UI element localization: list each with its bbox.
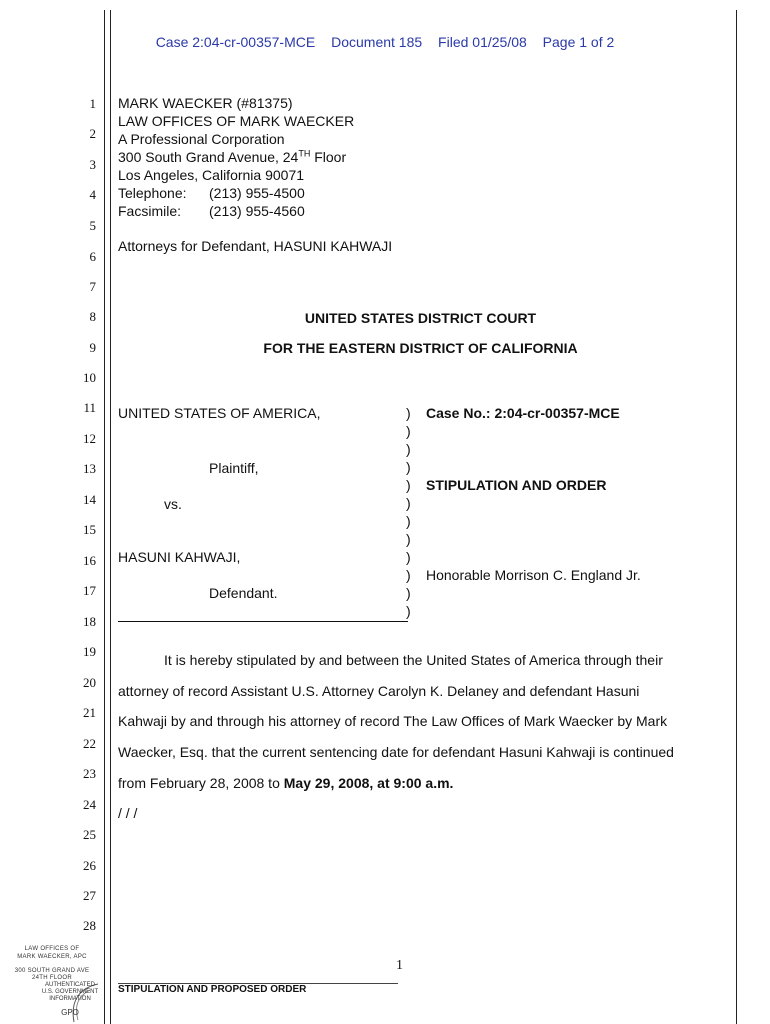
header-document: Document 185 — [331, 34, 423, 50]
firm-label-4: 24TH FLOOR — [31, 975, 72, 981]
line-number: 24 — [83, 797, 96, 812]
line-number: 27 — [83, 888, 96, 903]
line-number: 16 — [83, 553, 96, 568]
paren: ) — [406, 423, 411, 439]
body-line: Kahwaji by and through his attorney of record The Law Offices of Mark Waecker by Mark — [118, 713, 668, 729]
margin-rule-outer — [104, 10, 105, 1024]
firm-label-1: LAW OFFICES OF — [24, 946, 80, 952]
document-title: STIPULATION AND ORDER — [426, 477, 607, 493]
paren: ) — [406, 567, 411, 583]
header-page: Page 1 of 2 — [542, 34, 615, 50]
paren: ) — [406, 585, 411, 601]
attorney-corp: A Professional Corporation — [118, 131, 285, 147]
line-number: 5 — [89, 218, 96, 233]
address-superscript: TH — [298, 148, 311, 159]
footer-title: STIPULATION AND PROPOSED ORDER — [118, 984, 307, 995]
line-number: 7 — [89, 279, 96, 294]
attorney-city: Los Angeles, California 90071 — [118, 167, 305, 183]
court-name: UNITED STATES DISTRICT COURT — [304, 310, 537, 326]
paren: ) — [406, 531, 411, 547]
line-number: 6 — [89, 249, 96, 264]
facsimile-value: (213) 955-4560 — [209, 203, 305, 219]
line-number: 8 — [89, 309, 96, 324]
firm-label-2: MARK WAECKER, APC — [17, 954, 87, 960]
page-number: 1 — [396, 958, 403, 973]
paren: ) — [406, 495, 411, 511]
line-number: 3 — [89, 157, 96, 172]
sentencing-date: May 29, 2008, at 9:00 a.m. — [283, 775, 454, 791]
margin-rule-right — [736, 10, 737, 1024]
margin-rule-inner — [110, 10, 111, 1024]
line-number: 19 — [83, 644, 96, 659]
firm-label-3: 300 SOUTH GRAND AVE — [14, 968, 90, 974]
header-case: Case 2:04-cr-00357-MCE — [155, 34, 316, 50]
filing-header — [0, 34, 770, 50]
line-number: 9 — [89, 340, 96, 355]
line-number: 17 — [83, 583, 96, 598]
attorneys-for: Attorneys for Defendant, HASUNI KAHWAJI — [118, 238, 393, 254]
address-street: 300 South Grand Avenue, 24 — [118, 149, 299, 165]
body-line: It is hereby stipulated by and between the United States of America through their — [164, 652, 663, 668]
line-number: 14 — [83, 492, 96, 507]
line-number: 15 — [83, 522, 96, 537]
line-number: 25 — [83, 827, 96, 842]
body-date-from: from February 28, 2008 to — [118, 775, 284, 791]
address-floor: Floor — [310, 149, 347, 165]
line-number: 23 — [83, 766, 96, 781]
body-line — [118, 775, 453, 791]
defendant-role: Defendant. — [209, 585, 278, 601]
versus: vs. — [164, 496, 182, 512]
paren: ) — [406, 477, 411, 493]
defendant-name: HASUNI KAHWAJI, — [118, 549, 241, 565]
seal-text-4: GPO — [61, 1008, 79, 1017]
telephone-value: (213) 955-4500 — [209, 185, 305, 201]
attorney-address — [118, 149, 346, 165]
seal-text-1: AUTHENTICATED — [45, 982, 95, 988]
plaintiff-name: UNITED STATES OF AMERICA, — [118, 405, 321, 421]
paren: ) — [406, 459, 411, 475]
telephone-label: Telephone: — [118, 185, 187, 201]
continuation-marks: / / / — [118, 805, 138, 821]
judge-name: Honorable Morrison C. England Jr. — [426, 567, 641, 583]
paren: ) — [406, 549, 411, 565]
line-number: 4 — [89, 187, 96, 202]
plaintiff-role: Plaintiff, — [209, 460, 259, 476]
line-number: 28 — [83, 918, 96, 933]
court-district: FOR THE EASTERN DISTRICT OF CALIFORNIA — [263, 340, 578, 356]
line-number: 12 — [83, 431, 96, 446]
attorney-name: MARK WAECKER (#81375) — [118, 95, 293, 111]
line-number: 2 — [89, 126, 96, 141]
gpo-seal — [40, 978, 100, 1024]
seal-text-3: INFORMATION — [49, 996, 91, 1002]
paren: ) — [406, 603, 411, 619]
caption-underline — [118, 621, 408, 622]
line-number: 18 — [83, 614, 96, 629]
facsimile-label: Facsimile: — [118, 203, 182, 219]
case-number: Case No.: 2:04-cr-00357-MCE — [426, 405, 620, 421]
line-number: 13 — [83, 461, 96, 476]
line-number: 11 — [83, 400, 96, 415]
paren: ) — [406, 513, 411, 529]
line-number: 21 — [83, 705, 96, 720]
attorney-firm: LAW OFFICES OF MARK WAECKER — [118, 113, 355, 129]
body-line: attorney of record Assistant U.S. Attorney Carolyn K. Delaney and defendant Hasuni — [118, 683, 640, 699]
line-number: 22 — [83, 736, 96, 751]
body-line: Waecker, Esq. that the current sentencing date for defendant Hasuni Kahwaji is continued — [118, 744, 674, 760]
line-number: 10 — [83, 370, 96, 385]
header-filed: Filed 01/25/08 — [438, 34, 527, 50]
paren: ) — [406, 405, 411, 421]
line-number: 26 — [83, 858, 96, 873]
paren: ) — [406, 441, 411, 457]
seal-text-2: U.S. GOVERNMENT — [41, 989, 99, 995]
line-number: 20 — [83, 675, 96, 690]
line-number: 1 — [89, 96, 96, 111]
